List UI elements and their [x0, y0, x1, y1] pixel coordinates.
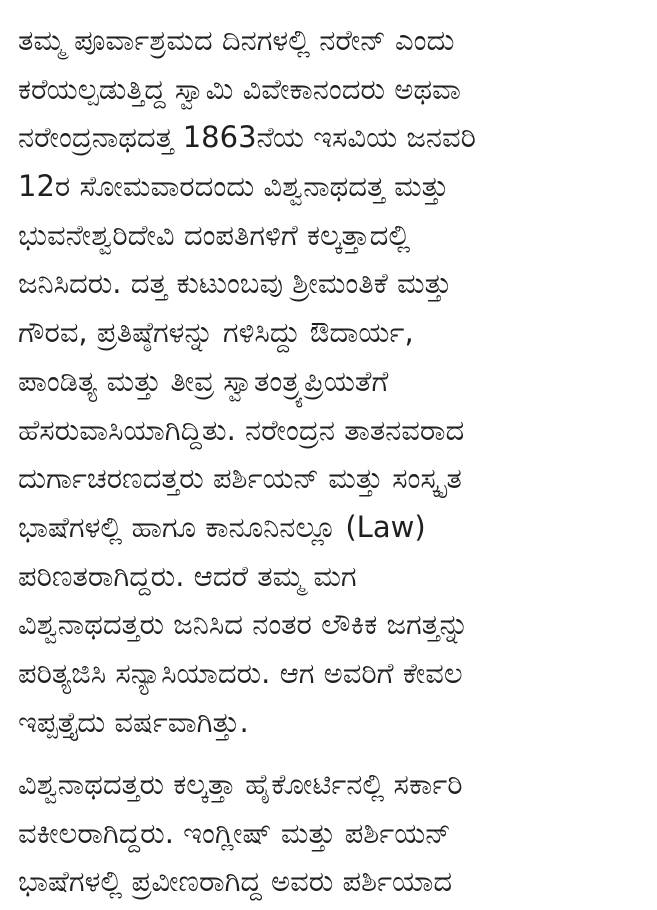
paragraph-line: ಪರಿಣತರಾಗಿದ್ದರು. ಆದರೆ ತಮ್ಮ ಮಗ	[18, 558, 357, 593]
paragraph-line: ಜನಿಸಿದರು. ದತ್ತ ಕುಟುಂಬವು ಶ್ರೀಮಂತಿಕೆ ಮತ್ತು	[18, 266, 452, 301]
paragraph-line: ಪಾಂಡಿತ್ಯ ಮತ್ತು ತೀವ್ರ ಸ್ವಾತಂತ್ರ್ಯಪ್ರಿಯತೆಗೆ	[18, 363, 389, 398]
paragraph-2	[18, 760, 643, 906]
paragraph-line: ನರೇಂದ್ರನಾಥದತ್ತ 1863ನೆಯ ಇಸವಿಯ ಜನವರಿ	[18, 120, 476, 155]
paragraph-line: ವಿಶ್ವನಾಥದತ್ತರು ಜನಿಸಿದ ನಂತರ ಲೌಕಿಕ ಜಗತ್ತನ್ನು	[18, 607, 469, 642]
paragraph-line: ಭುವನೇಶ್ವರಿದೇವಿ ದಂಪತಿಗಳಿಗೆ ಕಲ್ಕತ್ತಾದಲ್ಲಿ	[18, 217, 411, 252]
paragraph-line: ಇಪ್ಪತ್ತೈದು ವರ್ಷವಾಗಿತ್ತು.	[18, 704, 249, 739]
paragraph-line: ಗೌರವ, ಪ್ರತಿಷ್ಠೆಗಳನ್ನು ಗಳಿಸಿದ್ದು ಔದಾರ್ಯ,	[18, 315, 414, 350]
paragraph-line: ದುರ್ಗಾಚರಣದತ್ತರು ಪರ್ಶಿಯನ್ ಮತ್ತು ಸಂಸ್ಕೃತ	[18, 461, 462, 496]
paragraph-line: ಭಾಷೆಗಳಲ್ಲಿ ಹಾಗೂ ಕಾನೂನಿನಲ್ಲೂ (Law)	[18, 509, 426, 544]
paragraph-1	[18, 16, 643, 746]
paragraph-line: ಪರಿತ್ಯಜಿಸಿ ಸನ್ಯಾಸಿಯಾದರು. ಆಗ ಅವರಿಗೆ ಕೇವಲ	[18, 655, 463, 690]
paragraph-line: ಹೆಸರುವಾಸಿಯಾಗಿದ್ದಿತು. ನರೇಂದ್ರನ ತಾತನವರಾದ	[18, 412, 465, 447]
paragraph-line: ವಿಶ್ವನಾಥದತ್ತರು ಕಲ್ಕತ್ತಾ ಹೈಕೋರ್ಟಿನಲ್ಲಿ ಸರ್ಕಾರಿ	[18, 767, 463, 801]
paragraph-line: ಭಾಷೆಗಳಲ್ಲಿ ಪ್ರವೀಣರಾಗಿದ್ದ ಅವರು ಪರ್ಶಿಯಾದ	[18, 864, 453, 899]
paragraph-line: ಕರೆಯಲ್ಪಡುತ್ತಿದ್ದ ಸ್ವಾಮಿ ವಿವೇಕಾನಂದರು ಅಥವಾ	[18, 71, 461, 106]
paragraph-line: ತಮ್ಮ ಪೂರ್ವಾಶ್ರಮದ ದಿನಗಳಲ್ಲಿ ನರೇನ್ ಎಂದು	[18, 23, 455, 57]
paragraph-line: ವಕೀಲರಾಗಿದ್ದರು. ಇಂಗ್ಲೀಷ್ ಮತ್ತು ಪರ್ಶಿಯನ್	[18, 815, 451, 850]
paragraph-line: 12ರ ಸೋಮವಾರದಂದು ವಿಶ್ವನಾಥದತ್ತ ಮತ್ತು	[18, 169, 449, 204]
